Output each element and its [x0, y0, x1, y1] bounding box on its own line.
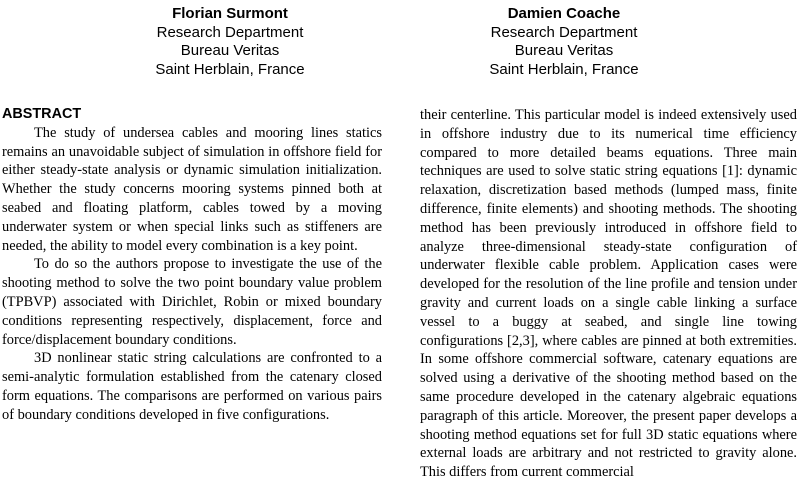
abstract-paragraph: To do so the authors propose to investigate the use of the shooting method to solve the two point boundary value problem (TPBVP) associated with Dirichlet, Robin or mixed boundary conditions representing respectively, displacement, force and force/displacement boundary conditions.	[2, 256, 382, 348]
author-department: Research Department	[156, 23, 304, 41]
author-organization: Bureau Veritas	[180, 42, 280, 59]
abstract-heading: ABSTRACT	[2, 106, 82, 122]
abstract-paragraph: The study of undersea cables and mooring lines statics remains an unavoidable subject of simulation in offshore field for either steady-state analysis or dynamic simulation initialization. Whether the study concerns mooring systems pinned both at seabed and floating platform, cables towed by a moving underwater system or when special links such as stiffeners are needed, the ability to model every combination is a key point.	[2, 124, 382, 254]
body-paragraph: their centerline. This particular model is indeed extensively used in offshore industry due to its numerical time efficiency compared to more detailed beams equations. Three main techniques are used to solve static string equations [1]: dynamic relaxation, discretization based methods (lumped mass, finite difference, finite elements) and shooting methods. The shooting method has been previously introduced in offshore field to analyze three-dimensional steady-state configuration of underwater flexible cable problem. Application cases were developed for the resolution of the line profile and tension under gravity and current loads on a single cable linking a surface vessel to a buggy at seabed, and single line towing configurations [2,3], where cables are pinned at both extremities. In some offshore commercial software, catenary equations are solved using a derivative of the shooting method based on the same procedure developed in the catenary algebraic equations paragraph of this article. Moreover, the present paper develops a shooting method equations set for full 3D static equations where external loads are arbitrary and not restricted to gravity alone. This differs from current commercial	[420, 107, 797, 481]
author-organization: Bureau Veritas	[514, 42, 614, 59]
author-block	[80, 5, 380, 79]
abstract-paragraph: 3D nonlinear static string calculations are confronted to a semi-analytic formulation established from the catenary closed form equations. The comparisons are performed on various pairs of boundary conditions developed in five configurations.	[2, 350, 382, 423]
author-block	[414, 5, 714, 79]
author-name: Damien Coache	[507, 5, 621, 22]
abstract-column	[2, 105, 382, 425]
author-location: Saint Herblain, France	[489, 60, 639, 78]
author-location: Saint Herblain, France	[155, 60, 305, 78]
author-department: Research Department	[490, 23, 638, 41]
body-column	[420, 106, 797, 482]
author-name: Florian Surmont	[172, 5, 288, 22]
